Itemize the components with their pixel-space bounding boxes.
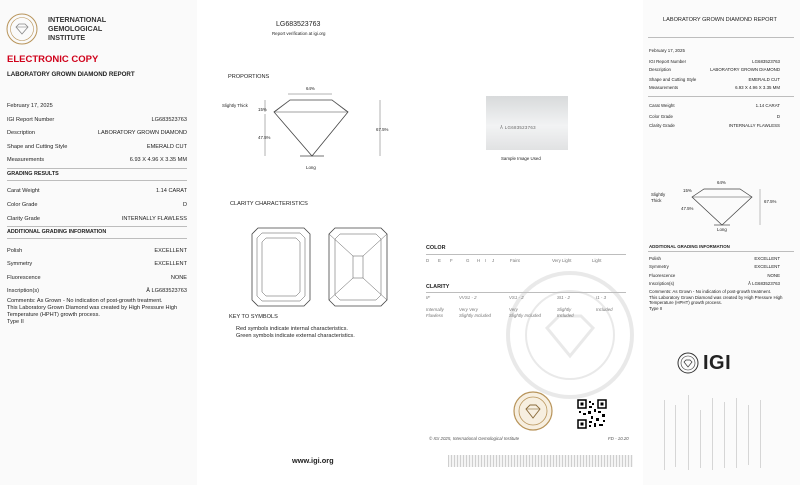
microtext-column bbox=[760, 400, 761, 468]
report-row: Description LABORATORY GROWN DIAMOND bbox=[7, 130, 187, 136]
divider bbox=[648, 37, 794, 38]
depth-percent: 67.5% bbox=[376, 127, 389, 132]
key-to-symbols-heading: KEY TO SYMBOLS bbox=[229, 314, 278, 320]
report-row: Shape and Cutting Style EMERALD CUT bbox=[7, 144, 187, 150]
igi-logo-seal-icon bbox=[677, 352, 699, 374]
report-type-heading: LABORATORY GROWN DIAMOND REPORT bbox=[7, 71, 135, 78]
clarity-desc: Included bbox=[557, 313, 574, 318]
right-pavilion-percent: 47.5% bbox=[681, 206, 694, 211]
divider bbox=[648, 251, 794, 252]
right-additional-row: Inscription(s) Å LG683523763 bbox=[649, 281, 780, 286]
clarity-scale-descriptions bbox=[426, 307, 626, 321]
right-additional-row: Fluorescence NONE bbox=[649, 273, 780, 278]
igi-watermark-icon bbox=[505, 270, 635, 400]
right-girdle-line2: Thick bbox=[651, 198, 662, 203]
divider bbox=[7, 226, 187, 227]
right-report-panel bbox=[643, 0, 800, 485]
qr-code-icon[interactable] bbox=[577, 399, 607, 429]
grading-row: Carat Weight 1.14 CARAT bbox=[7, 188, 187, 194]
right-table-percent: 64% bbox=[717, 180, 726, 185]
right-grading-row: Color Grade D bbox=[649, 114, 780, 119]
culet-label: Long bbox=[306, 165, 316, 170]
igi-logo-text: IGI bbox=[703, 352, 732, 374]
clarity-desc: Slightly Included bbox=[509, 313, 541, 318]
grading-row: Color Grade D bbox=[7, 202, 187, 208]
comments-text: Comments: As Grown - No indication of post-growth treatment. This Laboratory Grown Diamond was created by High Pressure High Temperature (HPHT) growth process. Type II bbox=[7, 298, 178, 325]
right-report-row: Measurements 6.93 X 4.96 X 3.35 MM bbox=[649, 85, 780, 90]
proportions-heading: PROPORTIONS bbox=[228, 74, 270, 80]
clarity-grade: VS1 - 2 bbox=[509, 295, 524, 300]
color-grade-g: G bbox=[466, 258, 470, 263]
divider bbox=[426, 254, 626, 255]
divider bbox=[648, 96, 794, 97]
form-code: FD - 10.20 bbox=[608, 436, 629, 441]
girdle-label: Slightly Thick bbox=[222, 103, 248, 108]
key-internal-note: Red symbols indicate internal characteristics. bbox=[236, 326, 348, 332]
color-light: Light bbox=[592, 258, 602, 263]
key-external-note: Green symbols indicate external characteristics. bbox=[236, 333, 355, 339]
website-link[interactable]: www.igi.org bbox=[292, 456, 334, 465]
report-row: Measurements 6.93 X 4.96 X 3.35 MM bbox=[7, 157, 187, 163]
right-report-date: February 17, 2025 bbox=[649, 48, 685, 53]
right-crown-percent: 15% bbox=[683, 188, 692, 193]
grading-row: Clarity Grade INTERNALLY FLAWLESS bbox=[7, 216, 187, 222]
report-number-title: LG683523763 bbox=[276, 21, 321, 28]
additional-row: Polish EXCELLENT bbox=[7, 248, 187, 254]
igi-seal-icon bbox=[6, 13, 38, 45]
color-grade-j: J bbox=[492, 258, 495, 263]
right-report-row: Shape and Cutting Style EMERALD CUT bbox=[649, 77, 780, 82]
electronic-copy-label: ELECTRONIC COPY bbox=[7, 54, 99, 65]
microtext-column bbox=[736, 398, 737, 468]
clarity-grade: SI1 - 2 bbox=[557, 295, 570, 300]
divider bbox=[7, 238, 187, 239]
clarity-grade: I1 - 3 bbox=[596, 295, 607, 300]
microtext-column bbox=[724, 402, 725, 468]
igi-gold-seal-icon bbox=[513, 391, 553, 431]
color-grade-d: D bbox=[426, 258, 430, 263]
microtext-column bbox=[688, 395, 689, 470]
microtext-column bbox=[675, 405, 676, 467]
copyright-text: © IGI 2025, International Gemological Institute bbox=[429, 436, 520, 441]
right-panel-title: LABORATORY GROWN DIAMOND REPORT bbox=[663, 17, 777, 23]
color-grade-h: H bbox=[477, 258, 481, 263]
microtext-column bbox=[700, 410, 701, 468]
clarity-grade: IF bbox=[426, 295, 430, 300]
right-grading-row: Clarity Grade INTERNALLY FLAWLESS bbox=[649, 123, 780, 128]
report-date: February 17, 2025 bbox=[7, 103, 53, 109]
color-scale-heading: COLOR bbox=[426, 245, 446, 251]
divider bbox=[426, 292, 626, 293]
additional-row: Inscription(s) Å LG683523763 bbox=[7, 288, 187, 294]
right-report-row: Description LABORATORY GROWN DIAMOND bbox=[649, 67, 780, 72]
right-additional-row: Symmetry EXCELLENT bbox=[649, 264, 780, 269]
right-culet-label: Long bbox=[717, 227, 727, 232]
right-report-row: IGI Report Number LG683523763 bbox=[649, 59, 780, 64]
clarity-characteristics-heading: CLARITY CHARACTERISTICS bbox=[230, 201, 308, 207]
microtext-column bbox=[748, 405, 749, 465]
color-grade-i: I bbox=[485, 258, 487, 263]
microprint-strip bbox=[448, 455, 633, 467]
right-girdle-line1: Slightly bbox=[651, 192, 666, 197]
sample-inscription-image bbox=[486, 96, 568, 150]
clarity-desc: Very Very bbox=[459, 307, 478, 312]
microtext-column bbox=[712, 398, 713, 470]
color-very-light: Very Light bbox=[552, 258, 572, 263]
report-row: IGI Report Number LG683523763 bbox=[7, 117, 187, 123]
crown-percent: 15% bbox=[258, 107, 267, 112]
color-grade-e: E bbox=[438, 258, 441, 263]
divider bbox=[7, 168, 187, 169]
color-scale-row bbox=[426, 258, 626, 265]
report-verification-text: Report verification at igi.org bbox=[272, 31, 326, 36]
emerald-crown-diagram bbox=[250, 226, 312, 308]
color-grade-f: F bbox=[450, 258, 453, 263]
right-additional-row: Polish EXCELLENT bbox=[649, 256, 780, 261]
right-depth-percent: 67.5% bbox=[764, 199, 777, 204]
additional-row: Fluorescence NONE bbox=[7, 275, 187, 281]
additional-row: Symmetry EXCELLENT bbox=[7, 261, 187, 267]
microtext-column bbox=[664, 400, 665, 470]
institute-name-line2: GEMOLOGICAL bbox=[48, 24, 103, 33]
right-comments-text: Comments: As Grown - No indication of post-growth treatment. This Laboratory Grown Diamond was created by High Pressure High Temperature (HPHT) growth process. Type II bbox=[649, 289, 783, 311]
sample-inscription-text: Å LG683523763 bbox=[500, 125, 536, 130]
clarity-desc: Flawless bbox=[426, 313, 444, 318]
table-percent: 64% bbox=[306, 86, 315, 91]
clarity-scale-row bbox=[426, 295, 626, 302]
clarity-desc: Included bbox=[596, 307, 613, 312]
clarity-grade: VVS1 - 2 bbox=[459, 295, 477, 300]
clarity-desc: Internally bbox=[426, 307, 444, 312]
color-faint: Faint bbox=[510, 258, 520, 263]
pavilion-percent: 47.5% bbox=[258, 135, 271, 140]
sample-image-caption: Sample Image Used bbox=[501, 156, 541, 161]
additional-grading-heading: ADDITIONAL GRADING INFORMATION bbox=[7, 229, 107, 235]
institute-name-line1: INTERNATIONAL bbox=[48, 15, 107, 24]
divider bbox=[7, 180, 187, 181]
clarity-desc: Slightly Included bbox=[459, 313, 491, 318]
grading-results-heading: GRADING RESULTS bbox=[7, 171, 59, 177]
right-proportions-diagram bbox=[680, 183, 780, 233]
institute-name-line3: INSTITUTE bbox=[48, 33, 86, 42]
clarity-desc: Slightly bbox=[557, 307, 572, 312]
clarity-desc: Very bbox=[509, 307, 518, 312]
emerald-pavilion-diagram bbox=[327, 226, 389, 308]
right-additional-heading: ADDITIONAL GRADING INFORMATION bbox=[649, 244, 730, 249]
right-grading-row: Carat Weight 1.14 CARAT bbox=[649, 103, 780, 108]
clarity-scale-heading: CLARITY bbox=[426, 284, 450, 290]
